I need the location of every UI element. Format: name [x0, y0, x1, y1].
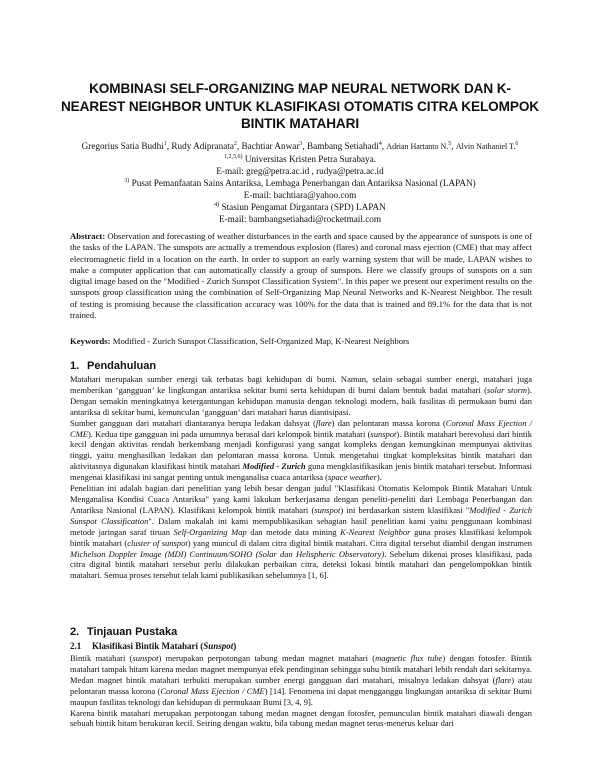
affiliation-3: $^{4)}$ Stasiun Pengamat Dirgantara (SPD) LAPAN [214, 202, 386, 212]
paper-title: KOMBINASI SELF-ORGANIZING MAP NEURAL NETWORK DAN K-NEAREST NEIGHBOR UNTUK KLASIFIKASI OTOMATIS CITRA KELOMPOK BINTIK MATAHARI [60, 81, 540, 131]
paragraph: Penelitian ini adalah bagian dari penelitian yang lebih besar dengan judul "Klasifikasi Otomatis Kelompok Bintik Matahari Untuk Menganalisa Kondisi Cuaca Antariksa" yang kami lakukan berkerjasama dengan peneliti-peneliti dari Lembaga Penerbangan dan Antariksa Nasional (LAPAN). Klasifikasi kelompok bintik matahari (sunspot) ini berdasarkan sistem klasifikasi "Modified - Zurich Sunspot Classification". Dalam makalah ini kami mempublikasikan sebagian hasil penelitian kami yaitu penggunaan kombinasi metode jaringan saraf tiruan Self-Organizing Map dan metode data mining K-Nearest Neighbor guna proses klasifikasi kelompok bintik matahari (cluster of sunspot) yang muncul di dalam citra digital bintik matahari. Citra digital tersebut diambil dengan instrumen Michelson Doppler Image (MDI) Continuum/SOHO (Solar dan Helispheric Observatory). Sebelum dikenai proses klasifikasi, pada citra digital bintik matahari tersebut perlu dilakukan perbaikan citra, deteksi lokasi bintik matahari dan pengelompokkan bintik matahari. Semua proses tersebut telah kami publikasikan sebelumnya [1, 6]. [70, 483, 532, 581]
abstract-label: Abstract: [70, 231, 106, 241]
email-2: E-mail: bachtiara@yahoo.com [243, 190, 357, 200]
author-line: Gregorius Satia Budhi$^1$, Rudy Adipranata$^2$, Bachtiar Anwar$^3$, Bambang Setiahadi$^4$, Adrian Hartanto N.$^5$, Alvin Nathaniel T.$^6$ [81, 141, 519, 151]
paragraph: Karena bintik matahari merupakan perpotongan tabung medan magnet dengan fotosfer, pemunculan bintik matahari diawali dengan sebuah bintik hitam berukuran kecil. Seiring dengan waktu, bila tabung medan magnet terus-menerus keluar dari [70, 707, 532, 729]
author-name: Alvin Nathaniel T. [455, 142, 516, 151]
email-3: E-mail: bambangsetiahadi@rocketmail.com [218, 214, 382, 224]
author-sup: 6 [515, 141, 519, 147]
author-name: Gregorius Satia Budhi [81, 141, 164, 151]
section-1-body [70, 374, 532, 581]
author-name: Rudy Adipranata [171, 141, 234, 151]
affiliation-sup: 3) [124, 178, 130, 184]
author-sup: 3 [299, 141, 303, 147]
affiliation-2: $^{3)}$ Pusat Pemanfaatan Sains Antariksa, Lembaga Penerbangan dan Antariksa Nasional (LAPAN) [124, 178, 476, 188]
keywords-label: Keywords: [70, 336, 111, 346]
paragraph: Matahari merupakan sumber energi tak terbatas bagi kehidupan di bumi. Namun, selain sebagai sumber energi, matahari juga memberikan ‘gangguan’ ke lingkungan antariksa sekitar bumi serta kehidupan di bumi dalam bentuk badai matahari (solar storm). Dengan semakin meningkatnya ketergantungan kehidupan manusia dengan teknologi modern, baik fasilitas di permukaan bumi dan antariksa di sekitar bumi, kemunculan ‘gangguan’ dari matahari harus diantisipasi. [70, 374, 532, 417]
author-name: Bambang Setiahadi [307, 141, 379, 151]
abstract-text: Observation and forecasting of weather disturbances in the earth and space caused by the appearance of sunspots is one of the tasks of the LAPAN. The sunspots are actually a tremendous explosion (flares) and coronal mass ejection (CME) that may affect electromagnetic field in a location on the earth. In order to support an early warning system that will be made, LAPAN wishes to make a computer application that can automatically classify a group of sunspots. Here we classify groups of sunspots on a sun digital image based on the "Modified - Zurich Sunspot Classification System". In this paper we present our experiment results on the sunspots group classification using the combination of Self-Organizing Map Neural Networks and K-Nearest Neighbor. The result of testing is promising because the classification accuracy was 100% for the data that is trained and 89.1% for the data that is not trained. [70, 231, 533, 321]
affiliation-sup: 4) [214, 202, 220, 208]
subsection-heading-2-1: 2.1 Klasifikasi Bintik Matahari (Sunspot) [70, 641, 237, 651]
author-block [40, 140, 560, 225]
author-name: Adrian Hartanto N. [386, 142, 449, 151]
abstract [70, 231, 532, 321]
section-heading-2: 2. Tinjauan Pustaka [70, 626, 178, 638]
author-sup: 4 [378, 141, 382, 147]
section-2-body [70, 653, 532, 729]
author-name: Bachtiar Anwar [241, 141, 300, 151]
keywords [70, 336, 532, 347]
email-1: E-mail: greg@petra.ac.id , rudya@petra.ac.id [216, 166, 384, 176]
author-sup: 2 [233, 141, 237, 147]
author-sup: 1 [163, 141, 167, 147]
author-sup: 5 [448, 141, 452, 147]
section-heading-1: 1. Pendahuluan [70, 360, 157, 372]
keywords-text: Modified - Zurich Sunspot Classification, Self-Organized Map, K-Nearest Neighbors [112, 336, 410, 346]
affiliation-1: $^{1,2,5,6)}$ Universitas Kristen Petra Surabaya. [224, 154, 376, 164]
paragraph: Bintik matahari (sunspot) merupakan perpotongan tabung medan magnet matahari (magnetic flux tube) dengan fotosfer. Bintik matahari tampak hitam karena medan magnet mempunyai efek pendinginan sehingga suhu bintik matahari lebih rendah dari sekitarnya. Medan magnet bintik matahari terbukti merupakan sumber energi gangguan dari matahari, misalnya ledakan dahsyat (flare) atau pelontaran massa korona (Coronal Mass Ejection / CME) [14]. Fenomena ini dapat mengganggu lingkungan antariksa di sekitar Bumi maupun fasilitas teknologi dan kehidupan di permukaan Bumi [3, 4, 9]. [70, 653, 533, 707]
affiliation-sup: 1,2,5,6) [224, 154, 243, 160]
paragraph: Sumber gangguan dari matahari diantaranya berupa ledakan dahsyat (flare) dan pelontaran massa korona (Coronal Mass Ejection / CME). Kedua tipe gangguan ini pada umumnya berasal dari kelompok bintik matahari (sunspot). Bintik matahari berevolusi dari bintik kecil dengan aktivitas rendah berkembang menjadi konfigurasi yang sangat kompleks dengan kemungkinan mempunyai aktivitas tinggi, yaitu menghasilkan ledakan dan pelontaran massa korona. Untuk mengetahui tingkat kompleksitas bintik matahari dan aktivitasnya digunakan klasifikasi bintik matahari Modified - Zurich guna mengklasifikasikan jenis bintik matahari tersebut. Informasi mengenai klasifikasi ini sangat penting untuk menganalisa cuaca antariksa (space weather). [70, 417, 532, 483]
